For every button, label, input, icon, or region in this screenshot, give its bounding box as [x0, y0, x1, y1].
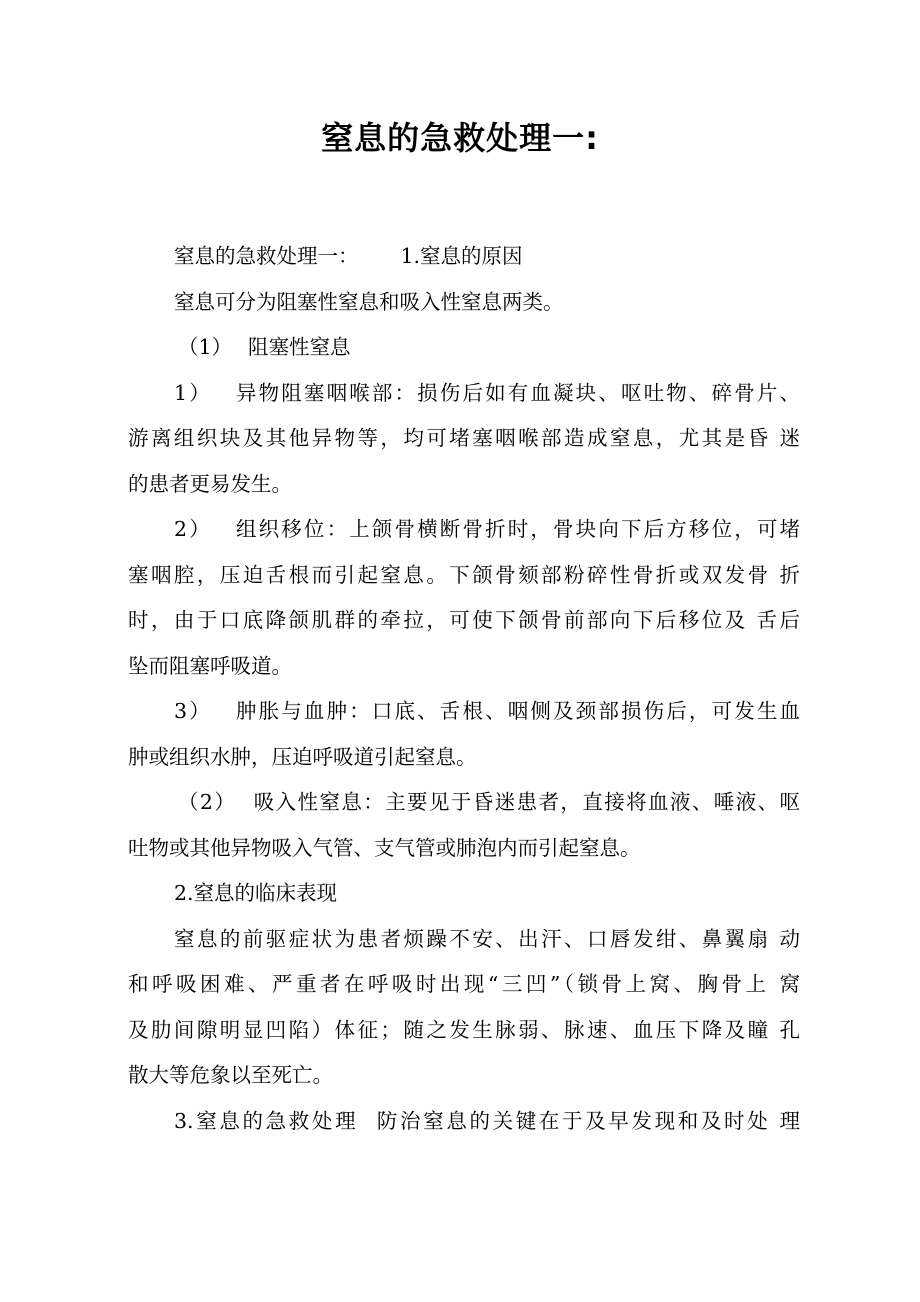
item2-line-1	[128, 507, 800, 553]
item2-text: 组织移位：上颌骨横断骨折时，骨块向下后方移位，可堵	[233, 517, 801, 541]
item1-text: 异物阻塞咽喉部：损伤后如有血凝块、呕吐物、碎骨片、	[233, 380, 801, 405]
heading-line	[128, 234, 800, 280]
item3-text: 肿胀与血肿：口底、舌根、咽侧及颈部损伤后，可发生血	[233, 699, 801, 723]
item1-line-3: 的患者更易发生。	[128, 471, 292, 496]
section2-line-2: 吐物或其他异物吸入气管、支气管或肺泡内而引起窒息。	[128, 835, 641, 860]
item2-line-4: 坠而阻塞呼吸道。	[128, 653, 292, 678]
section2-line-1	[128, 780, 800, 826]
heading-lead: 窒息的急救处理一：	[174, 244, 359, 268]
document-body	[128, 234, 800, 1144]
item1-line-1	[128, 371, 800, 417]
treatment-line	[128, 1099, 800, 1145]
section1-heading	[128, 325, 800, 371]
clinical-line-1: 窒息的前驱症状为患者烦躁不安、出汗、口唇发绀、鼻翼扇 动	[174, 926, 800, 951]
item2-number: 2）	[174, 517, 212, 541]
section2-text: 吸入性窒息：主要见于昏迷患者，直接将血液、唾液、呕	[252, 790, 801, 814]
clinical-line-4: 散大等危象以至死亡。	[128, 1063, 333, 1087]
clinical-heading: 2.窒息的临床表现	[174, 881, 338, 905]
section2-number: （2）	[178, 790, 237, 814]
item2-line-3: 时，由于口底降颌肌群的牵拉，可使下颌骨前部向下后移位及 舌后	[128, 608, 800, 632]
document-title: 窒息的急救处理一:	[321, 119, 599, 157]
item1-number: 1）	[174, 380, 212, 405]
item3-number: 3）	[174, 699, 212, 723]
treatment-heading: 3.窒息的急救处理	[174, 1108, 359, 1133]
item3-line-2: 肿或组织水肿，压迫呼吸道引起窒息。	[128, 744, 477, 769]
heading-topic: 1.窒息的原因	[400, 244, 523, 268]
treatment-text: 防治窒息的关键在于及早发现和及时处 理	[374, 1108, 801, 1133]
item2-line-2: 塞咽腔，压迫舌根而引起窒息。下颌骨颏部粉碎性骨折或双发骨 折	[128, 562, 800, 587]
item3-line-1	[128, 689, 800, 735]
clinical-line-2: 和呼吸困难、严重者在呼吸时出现“三凹”（锁骨上窝、胸骨上 窝	[128, 972, 800, 996]
section1-label: 阻塞性窒息	[248, 335, 351, 359]
section1-number: （1）	[178, 335, 233, 359]
clinical-line-3: 及肋间隙明显凹陷）体征；随之发生脉弱、脉速、血压下降及瞳 孔	[128, 1017, 800, 1042]
item1-line-2: 游离组织块及其他异物等，均可堵塞咽喉部造成窒息，尤其是昏 迷	[128, 426, 800, 450]
intro-paragraph: 窒息可分为阻塞性窒息和吸入性窒息两类。	[174, 289, 564, 314]
